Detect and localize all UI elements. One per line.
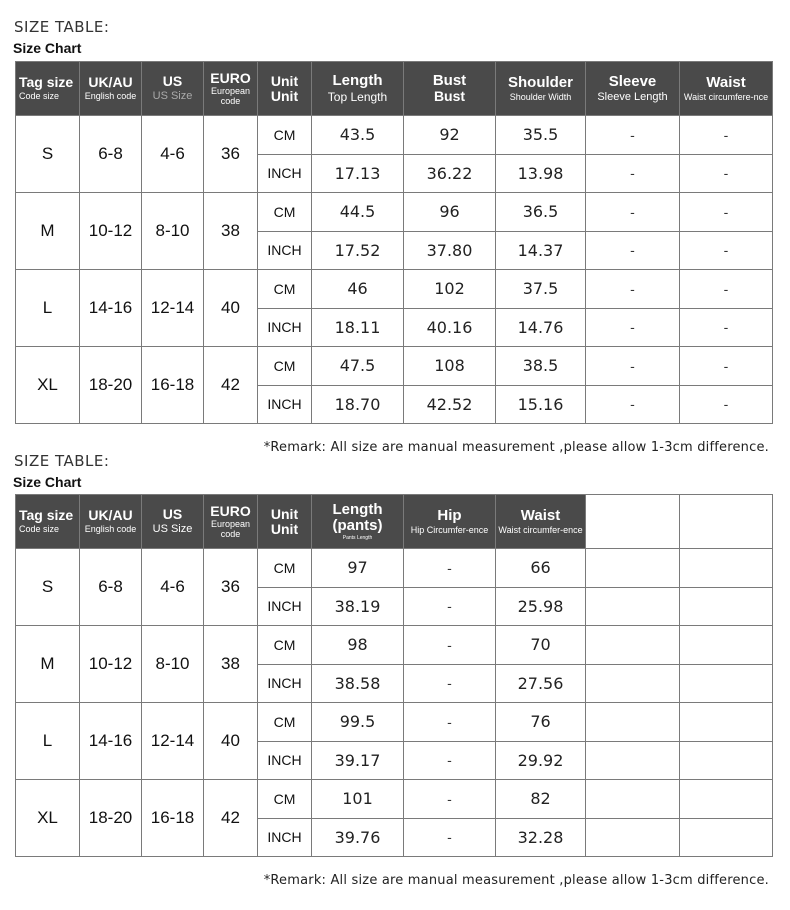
empty-cell [680, 818, 773, 857]
length-cell: 18.11 [312, 308, 404, 347]
length-cell: 46 [312, 270, 404, 309]
empty-cell [586, 703, 680, 742]
header-uk-au: UK/AU English code [80, 495, 142, 549]
euro-cell: 38 [204, 193, 258, 270]
pants-remark: *Remark: All size are manual measurement ,please allow 1-3cm difference. [263, 873, 769, 888]
unit-cell: CM [258, 626, 312, 665]
empty-cell [680, 549, 773, 588]
hip-cell: - [404, 741, 496, 780]
header-unit: Unit Unit [258, 62, 312, 116]
us-cell: 12-14 [142, 703, 204, 780]
length-cell: 39.76 [312, 818, 404, 857]
uk-au-cell: 6-8 [80, 116, 142, 193]
waist-cell: 66 [496, 549, 586, 588]
table-row [16, 703, 773, 742]
us-cell: 12-14 [142, 270, 204, 347]
unit-cell: CM [258, 780, 312, 819]
uk-au-cell: 14-16 [80, 270, 142, 347]
header-shoulder: Shoulder Shoulder Width [496, 62, 586, 116]
unit-cell: INCH [258, 308, 312, 347]
header-waist: Waist Waist circumfere-nce [680, 62, 773, 116]
unit-cell: INCH [258, 385, 312, 424]
empty-cell [680, 664, 773, 703]
sleeve-cell: - [586, 385, 680, 424]
unit-cell: INCH [258, 231, 312, 270]
sleeve-cell: - [586, 270, 680, 309]
empty-cell [586, 626, 680, 665]
tops-remark: *Remark: All size are manual measurement ,please allow 1-3cm difference. [263, 440, 769, 455]
hip-cell: - [404, 664, 496, 703]
header-tag-size: Tag size Code size [16, 62, 80, 116]
hip-cell: - [404, 703, 496, 742]
waist-cell: - [680, 193, 773, 232]
shoulder-cell: 36.5 [496, 193, 586, 232]
bust-cell: 36.22 [404, 154, 496, 193]
shoulder-cell: 38.5 [496, 347, 586, 386]
tag-size-cell: L [16, 270, 80, 347]
waist-cell: - [680, 270, 773, 309]
header-length: Length Top Length [312, 62, 404, 116]
header-euro: EURO European code [204, 495, 258, 549]
unit-cell: CM [258, 347, 312, 386]
table-row [16, 347, 773, 386]
tops-size-table [15, 61, 773, 424]
header-waist: Waist Waist circumfer-ence [496, 495, 586, 549]
euro-cell: 40 [204, 703, 258, 780]
header-uk-au: UK/AU English code [80, 62, 142, 116]
waist-cell: 29.92 [496, 741, 586, 780]
euro-cell: 42 [204, 780, 258, 857]
header-us: US US Size [142, 495, 204, 549]
table-row [16, 626, 773, 665]
table-row [16, 193, 773, 232]
length-cell: 38.19 [312, 587, 404, 626]
sleeve-cell: - [586, 154, 680, 193]
uk-au-cell: 14-16 [80, 703, 142, 780]
waist-cell: - [680, 308, 773, 347]
length-cell: 38.58 [312, 664, 404, 703]
header-empty [680, 495, 773, 549]
empty-cell [680, 780, 773, 819]
tops-chart-label: Size Chart [13, 40, 82, 56]
bust-cell: 102 [404, 270, 496, 309]
euro-cell: 36 [204, 116, 258, 193]
empty-cell [680, 703, 773, 742]
empty-cell [586, 664, 680, 703]
uk-au-cell: 10-12 [80, 626, 142, 703]
length-cell: 44.5 [312, 193, 404, 232]
bust-cell: 42.52 [404, 385, 496, 424]
uk-au-cell: 6-8 [80, 549, 142, 626]
unit-cell: INCH [258, 587, 312, 626]
header-sleeve: Sleeve Sleeve Length [586, 62, 680, 116]
us-cell: 16-18 [142, 347, 204, 424]
tag-size-cell: S [16, 116, 80, 193]
waist-cell: - [680, 385, 773, 424]
length-cell: 97 [312, 549, 404, 588]
bust-cell: 108 [404, 347, 496, 386]
header-us: US US Size [142, 62, 204, 116]
tag-size-cell: S [16, 549, 80, 626]
waist-cell: 32.28 [496, 818, 586, 857]
unit-cell: INCH [258, 741, 312, 780]
uk-au-cell: 10-12 [80, 193, 142, 270]
waist-cell: 27.56 [496, 664, 586, 703]
us-cell: 16-18 [142, 780, 204, 857]
us-cell: 8-10 [142, 626, 204, 703]
length-cell: 17.52 [312, 231, 404, 270]
shoulder-cell: 37.5 [496, 270, 586, 309]
tag-size-cell: L [16, 703, 80, 780]
sleeve-cell: - [586, 231, 680, 270]
bust-cell: 92 [404, 116, 496, 155]
bust-cell: 37.80 [404, 231, 496, 270]
sleeve-cell: - [586, 116, 680, 155]
sleeve-cell: - [586, 347, 680, 386]
pants-size-table [15, 494, 773, 857]
sleeve-cell: - [586, 308, 680, 347]
empty-cell [680, 587, 773, 626]
length-cell: 39.17 [312, 741, 404, 780]
euro-cell: 42 [204, 347, 258, 424]
empty-cell [586, 587, 680, 626]
waist-cell: 25.98 [496, 587, 586, 626]
header-hip: Hip Hip Circumfer-ence [404, 495, 496, 549]
length-cell: 47.5 [312, 347, 404, 386]
header-empty [586, 495, 680, 549]
length-cell: 99.5 [312, 703, 404, 742]
sleeve-cell: - [586, 193, 680, 232]
shoulder-cell: 15.16 [496, 385, 586, 424]
length-cell: 98 [312, 626, 404, 665]
shoulder-cell: 13.98 [496, 154, 586, 193]
tops-section-label: SIZE TABLE: [14, 18, 110, 36]
empty-cell [680, 626, 773, 665]
us-cell: 8-10 [142, 193, 204, 270]
shoulder-cell: 14.76 [496, 308, 586, 347]
table-row [16, 116, 773, 155]
shoulder-cell: 14.37 [496, 231, 586, 270]
unit-cell: INCH [258, 818, 312, 857]
waist-cell: - [680, 347, 773, 386]
unit-cell: INCH [258, 154, 312, 193]
table-row [16, 549, 773, 588]
hip-cell: - [404, 626, 496, 665]
empty-cell [680, 741, 773, 780]
length-cell: 18.70 [312, 385, 404, 424]
hip-cell: - [404, 818, 496, 857]
waist-cell: 70 [496, 626, 586, 665]
empty-cell [586, 780, 680, 819]
tag-size-cell: XL [16, 780, 80, 857]
header-tag-size: Tag size Code size [16, 495, 80, 549]
waist-cell: - [680, 154, 773, 193]
waist-cell: - [680, 231, 773, 270]
unit-cell: CM [258, 193, 312, 232]
pants-section-label: SIZE TABLE: [14, 452, 110, 470]
hip-cell: - [404, 780, 496, 819]
hip-cell: - [404, 587, 496, 626]
uk-au-cell: 18-20 [80, 347, 142, 424]
euro-cell: 40 [204, 270, 258, 347]
unit-cell: CM [258, 270, 312, 309]
table-row [16, 780, 773, 819]
unit-cell: INCH [258, 664, 312, 703]
unit-cell: CM [258, 703, 312, 742]
empty-cell [586, 741, 680, 780]
tag-size-cell: M [16, 626, 80, 703]
pants-chart-label: Size Chart [13, 474, 82, 490]
euro-cell: 38 [204, 626, 258, 703]
tag-size-cell: M [16, 193, 80, 270]
uk-au-cell: 18-20 [80, 780, 142, 857]
length-cell: 101 [312, 780, 404, 819]
unit-cell: CM [258, 549, 312, 588]
us-cell: 4-6 [142, 116, 204, 193]
tag-size-cell: XL [16, 347, 80, 424]
empty-cell [586, 818, 680, 857]
header-euro: EURO European code [204, 62, 258, 116]
euro-cell: 36 [204, 549, 258, 626]
waist-cell: 76 [496, 703, 586, 742]
unit-cell: CM [258, 116, 312, 155]
shoulder-cell: 35.5 [496, 116, 586, 155]
waist-cell: - [680, 116, 773, 155]
header-length-pants: Length (pants) Pants Length [312, 495, 404, 549]
length-cell: 17.13 [312, 154, 404, 193]
bust-cell: 96 [404, 193, 496, 232]
waist-cell: 82 [496, 780, 586, 819]
hip-cell: - [404, 549, 496, 588]
bust-cell: 40.16 [404, 308, 496, 347]
us-cell: 4-6 [142, 549, 204, 626]
length-cell: 43.5 [312, 116, 404, 155]
empty-cell [586, 549, 680, 588]
header-bust: Bust Bust [404, 62, 496, 116]
table-row [16, 270, 773, 309]
header-unit: Unit Unit [258, 495, 312, 549]
